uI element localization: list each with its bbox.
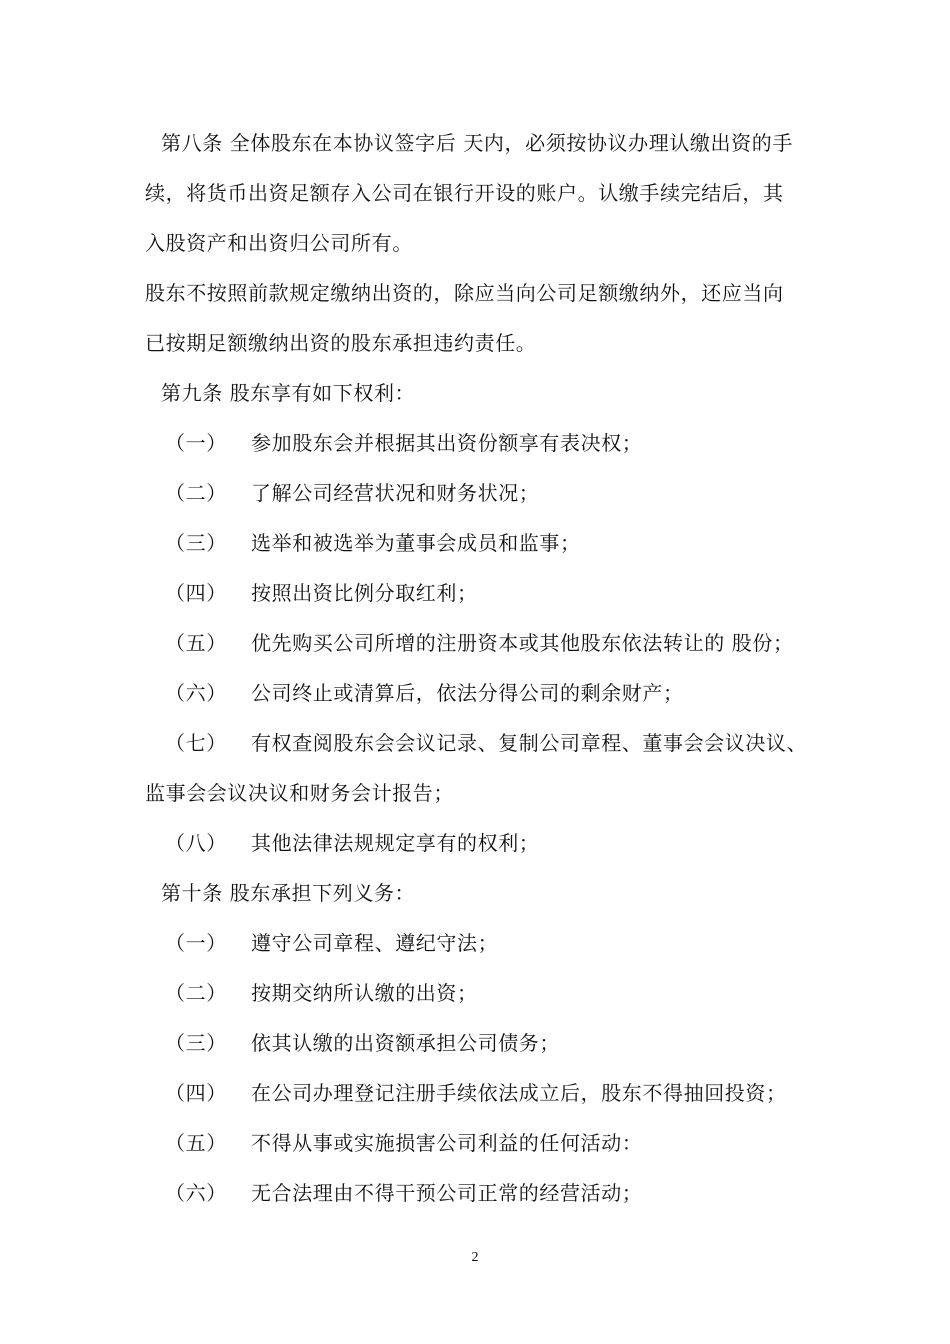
item-number: （三） (165, 531, 227, 555)
item-text: 无合法理由不得干预公司正常的经营活动； (251, 1181, 643, 1205)
item-number: （四） (165, 581, 227, 605)
item-number: （七） (165, 731, 227, 755)
article-9-item-1 (145, 418, 825, 468)
article-9-heading: 第九条 股东享有如下权利： (161, 381, 416, 405)
page-number: 2 (471, 1250, 479, 1265)
article-10-heading: 第十条 股东承担下列义务： (161, 881, 416, 905)
article-10-item-2 (145, 968, 825, 1018)
item-text: 选举和被选举为董事会成员和监事； (251, 531, 581, 555)
item-number: （四） (165, 1081, 227, 1105)
item-number: （八） (165, 831, 227, 855)
article-9-item-6 (145, 668, 825, 718)
item-text: 有权查阅股东会会议记录、复制公司章程、董事会会议决议、 (251, 731, 808, 755)
article-8-line-2: 续，将货币出资足额存入公司在银行开设的账户。认缴手续完结后，其 (145, 181, 784, 205)
item-number: （六） (165, 681, 227, 705)
article-9-item-5 (145, 618, 825, 668)
article-9-item-3 (145, 518, 825, 568)
item-text: 不得从事或实施损害公司利益的任何活动： (251, 1131, 643, 1155)
item-number: （二） (165, 481, 227, 505)
article-8-line-1: 第八条 全体股东在本协议签字后 天内，必须按协议办理认缴出资的手 (161, 131, 793, 155)
article-10-item-1 (145, 918, 825, 968)
item-text: 遵守公司章程、遵纪守法； (251, 931, 499, 955)
article-10-item-5 (145, 1118, 825, 1168)
item-number: （一） (165, 431, 227, 455)
item-text: 优先购买公司所增的注册资本或其他股东依法转让的 股份； (251, 631, 794, 655)
item-number: （二） (165, 981, 227, 1005)
article-9-item-4 (145, 568, 825, 618)
item-text: 在公司办理登记注册手续依法成立后，股东不得抽回投资； (251, 1081, 787, 1105)
article-10-item-6 (145, 1168, 825, 1218)
item-text: 参加股东会并根据其出资份额享有表决权； (251, 431, 643, 455)
item-text: 公司终止或清算后，依法分得公司的剩余财产； (251, 681, 684, 705)
article-8-line-3: 入股资产和出资归公司所有。 (145, 231, 413, 255)
article-9-item-8 (145, 818, 825, 868)
item-number: （五） (165, 631, 227, 655)
article-9-item-7 (145, 718, 825, 768)
item-number: （三） (165, 1031, 227, 1055)
document-body (145, 118, 825, 1218)
item-number: （一） (165, 931, 227, 955)
item-text: 其他法律法规规定享有的权利； (251, 831, 540, 855)
article-8-line-4: 股东不按照前款规定缴纳出资的，除应当向公司足额缴纳外，还应当向 (145, 281, 784, 305)
article-9-item-7-continued: 监事会会议决议和财务会计报告； (145, 781, 454, 805)
article-8-line-5: 已按期足额缴纳出资的股东承担违约责任。 (145, 331, 537, 355)
article-9-item-2 (145, 468, 825, 518)
item-text: 了解公司经营状况和财务状况； (251, 481, 540, 505)
item-text: 按期交纳所认缴的出资； (251, 981, 478, 1005)
article-10-item-3 (145, 1018, 825, 1068)
item-number: （五） (165, 1131, 227, 1155)
article-10-item-4 (145, 1068, 825, 1118)
item-text: 依其认缴的出资额承担公司债务； (251, 1031, 560, 1055)
item-text: 按照出资比例分取红利； (251, 581, 478, 605)
item-number: （六） (165, 1181, 227, 1205)
